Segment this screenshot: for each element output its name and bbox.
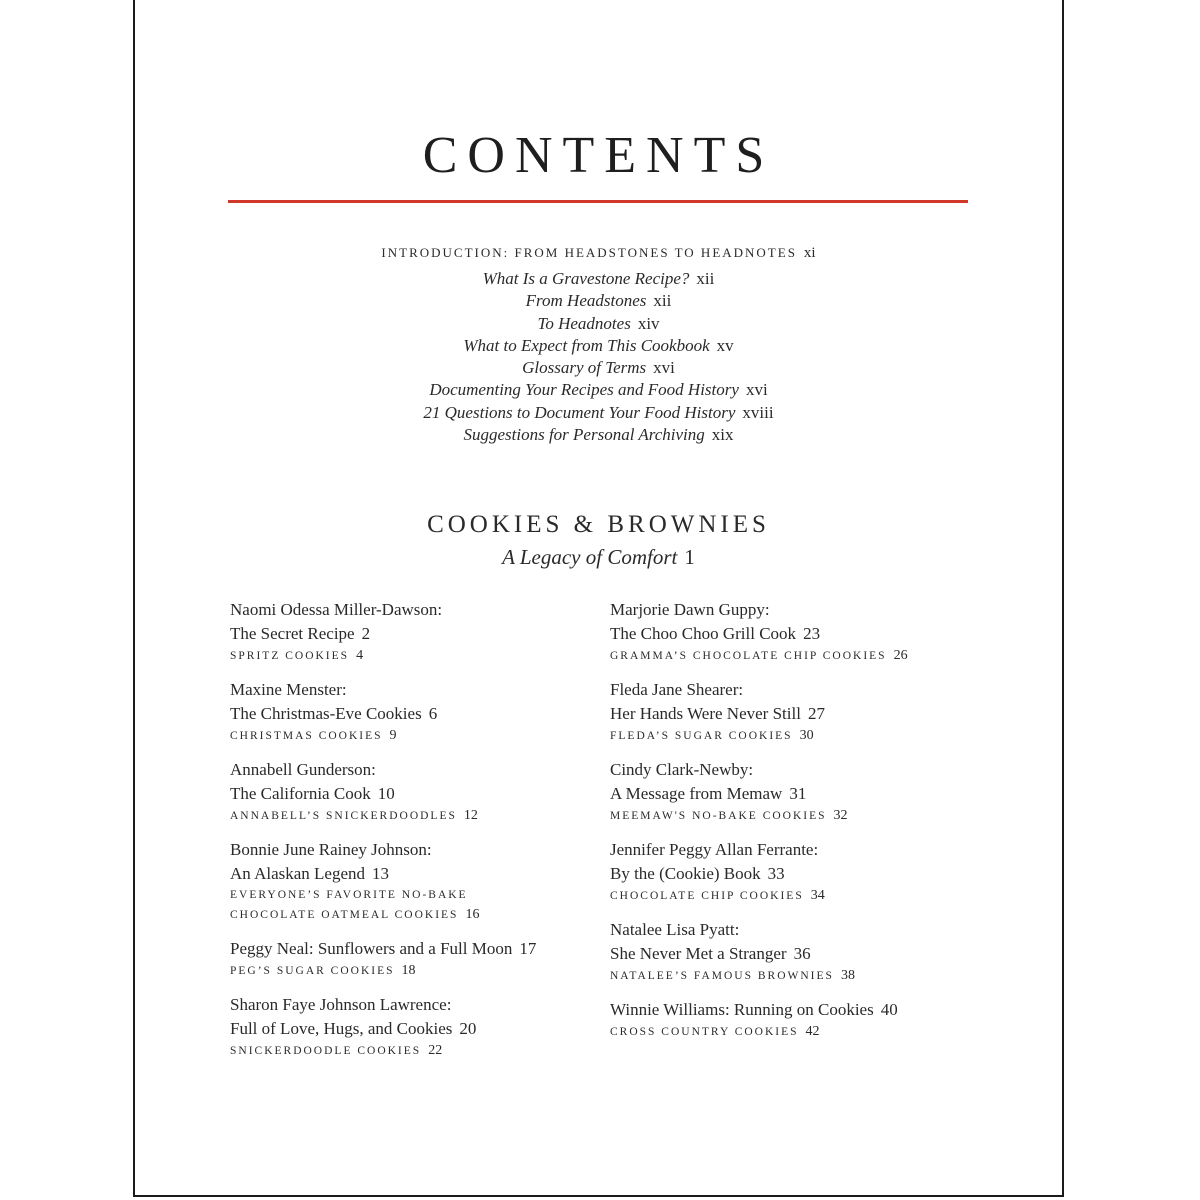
story-page: 6 [428, 704, 438, 723]
recipe-title: EVERYONE’S FAVORITE NO-BAKE [230, 889, 468, 901]
contents-entry [610, 838, 970, 906]
section-subtitle-text: A Legacy of Comfort [502, 545, 678, 569]
section-title: COOKIES & BROWNIES [427, 511, 770, 538]
introduction-item-title: What Is a Gravestone Recipe? [482, 269, 690, 288]
story-line [610, 622, 970, 646]
introduction-item-page: xix [711, 425, 734, 445]
page-title: CONTENTS [422, 127, 775, 184]
introduction-item-page: xii [653, 291, 672, 311]
recipe-title: FLEDA’S SUGAR COOKIES [610, 730, 793, 742]
introduction-item-title: To Headnotes [537, 313, 631, 333]
story-line [610, 998, 970, 1022]
story-line [610, 942, 970, 966]
contents-entry [230, 838, 590, 925]
story-page: 17 [519, 939, 537, 958]
introduction-list [135, 268, 1062, 446]
introduction-item [135, 268, 1062, 290]
recipe-title: SPRITZ COOKIES [230, 650, 350, 662]
section-subtitle [135, 542, 1062, 572]
contents-entry [610, 598, 970, 666]
introduction-item-title: 21 Questions to Document Your Food History [423, 402, 736, 422]
introduction-item-page: xvi [653, 358, 675, 378]
contents-entry [230, 598, 590, 666]
story-title: A Message from Memaw [610, 784, 783, 803]
recipe-page: 22 [428, 1043, 443, 1058]
introduction-heading-text: INTRODUCTION: FROM HEADSTONES TO HEADNOTES [381, 245, 797, 260]
contents-entry [610, 678, 970, 746]
recipe-page: 16 [465, 907, 480, 922]
story-title: Winnie Williams: Running on Cookies [610, 1000, 874, 1019]
recipe-line [610, 966, 970, 986]
introduction-item [135, 357, 1062, 379]
story-line [230, 702, 590, 726]
story-title: Her Hands Were Never Still [610, 704, 801, 723]
introduction-item-page: xvi [745, 380, 768, 400]
title-divider [228, 200, 968, 203]
recipe-line [610, 886, 970, 906]
introduction-item-title: From Headstones [525, 291, 647, 311]
story-page: 40 [880, 1000, 898, 1019]
story-title: The California Cook [230, 784, 371, 803]
introduction-item-page: xiv [637, 313, 660, 333]
contents-right-column [610, 598, 970, 1054]
introduction-item-page: xv [716, 335, 734, 355]
recipe-title: CHOCOLATE OATMEAL COOKIES [230, 909, 459, 921]
story-page: 23 [803, 624, 821, 643]
introduction-block [135, 244, 1062, 446]
contents-entry [610, 758, 970, 826]
recipe-page: 26 [893, 648, 908, 663]
recipe-page: 34 [810, 888, 825, 903]
story-title: By the (Cookie) Book [610, 864, 761, 883]
contributor-name: Sharon Faye Johnson Lawrence: [230, 995, 452, 1014]
contents-entry [610, 918, 970, 986]
contents-entry [230, 937, 590, 981]
recipe-line [610, 726, 970, 746]
contributor-name: Bonnie June Rainey Johnson: [230, 840, 432, 859]
recipe-page: 9 [389, 728, 397, 743]
introduction-item [135, 424, 1062, 446]
recipe-title: GRAMMA’S CHOCOLATE CHIP COOKIES [610, 650, 887, 662]
recipe-title: MEEMAW'S NO-BAKE COOKIES [610, 810, 827, 822]
recipe-page: 12 [463, 808, 478, 823]
recipe-title: NATALEE’S FAMOUS BROWNIES [610, 970, 834, 982]
contributor-name: Marjorie Dawn Guppy: [610, 600, 770, 619]
recipe-title: ANNABELL’S SNICKERDOODLES [230, 810, 457, 822]
recipe-title: CHOCOLATE CHIP COOKIES [610, 890, 804, 902]
recipe-page: 30 [799, 728, 814, 743]
story-title: The Choo Choo Grill Cook [610, 624, 797, 643]
recipe-line [230, 886, 590, 905]
story-page: 2 [361, 624, 371, 643]
story-page: 27 [807, 704, 825, 723]
story-title: An Alaskan Legend [230, 864, 366, 883]
story-title: The Christmas-Eve Cookies [230, 704, 422, 723]
introduction-item-page: xviii [742, 402, 774, 422]
story-page: 33 [767, 864, 785, 883]
introduction-item [135, 290, 1062, 312]
story-page: 10 [377, 784, 395, 803]
introduction-item-title: Glossary of Terms [522, 358, 647, 378]
story-line [230, 937, 590, 961]
section-subtitle-page: 1 [684, 545, 695, 569]
introduction-item [135, 313, 1062, 335]
introduction-item-title: Suggestions for Personal Archiving [463, 425, 705, 445]
contributor-name: Naomi Odessa Miller-Dawson: [230, 600, 443, 619]
story-line [230, 862, 590, 886]
story-line [610, 702, 970, 726]
story-line [610, 782, 970, 806]
recipe-title: SNICKERDOODLE COOKIES [230, 1045, 422, 1057]
contents-entry [230, 678, 590, 746]
recipe-line [230, 806, 590, 826]
contents-entry [610, 998, 970, 1042]
story-line [230, 622, 590, 646]
contributor-name: Jennifer Peggy Allan Ferrante: [610, 840, 819, 859]
story-page: 13 [372, 864, 390, 883]
recipe-line [230, 961, 590, 981]
contributor-name: Annabell Gunderson: [230, 760, 376, 779]
recipe-line [230, 905, 590, 925]
recipe-page: 4 [356, 648, 364, 663]
introduction-item [135, 335, 1062, 357]
recipe-line [610, 646, 970, 666]
book-page [133, 0, 1064, 1197]
recipe-line [610, 806, 970, 826]
introduction-heading-page: xi [803, 245, 816, 261]
introduction-heading [135, 244, 1062, 262]
introduction-item [135, 379, 1062, 401]
recipe-line [610, 1022, 970, 1042]
recipe-line [230, 726, 590, 746]
story-line [610, 862, 970, 886]
recipe-title: CHRISTMAS COOKIES [230, 730, 383, 742]
recipe-line [230, 646, 590, 666]
story-title: Peggy Neal: Sunflowers and a Full Moon [230, 939, 513, 958]
introduction-item-page: xii [696, 269, 715, 288]
contributor-name: Cindy Clark-Newby: [610, 760, 754, 779]
story-title: Full of Love, Hugs, and Cookies [230, 1019, 453, 1038]
introduction-item-title: Documenting Your Recipes and Food History [429, 380, 739, 400]
contributor-name: Fleda Jane Shearer: [610, 680, 744, 699]
story-line [230, 1017, 590, 1041]
contents-left-column [230, 598, 590, 1073]
introduction-item [135, 402, 1062, 424]
story-page: 31 [789, 784, 807, 803]
contributor-name: Natalee Lisa Pyatt: [610, 920, 740, 939]
recipe-line [230, 1041, 590, 1061]
recipe-page: 32 [833, 808, 848, 823]
recipe-page: 18 [401, 963, 416, 978]
contents-entry [230, 993, 590, 1061]
recipe-page: 42 [805, 1024, 820, 1039]
story-page: 36 [793, 944, 811, 963]
recipe-title: PEG’S SUGAR COOKIES [230, 965, 395, 977]
contents-entry [230, 758, 590, 826]
story-title: The Secret Recipe [230, 624, 355, 643]
section-heading-block [135, 510, 1062, 572]
introduction-item-title: What to Expect from This Cookbook [463, 335, 710, 355]
recipe-title: CROSS COUNTRY COOKIES [610, 1026, 799, 1038]
story-line [230, 782, 590, 806]
recipe-page: 38 [840, 968, 855, 983]
story-page: 20 [459, 1019, 477, 1038]
contributor-name: Maxine Menster: [230, 680, 347, 699]
story-title: She Never Met a Stranger [610, 944, 787, 963]
